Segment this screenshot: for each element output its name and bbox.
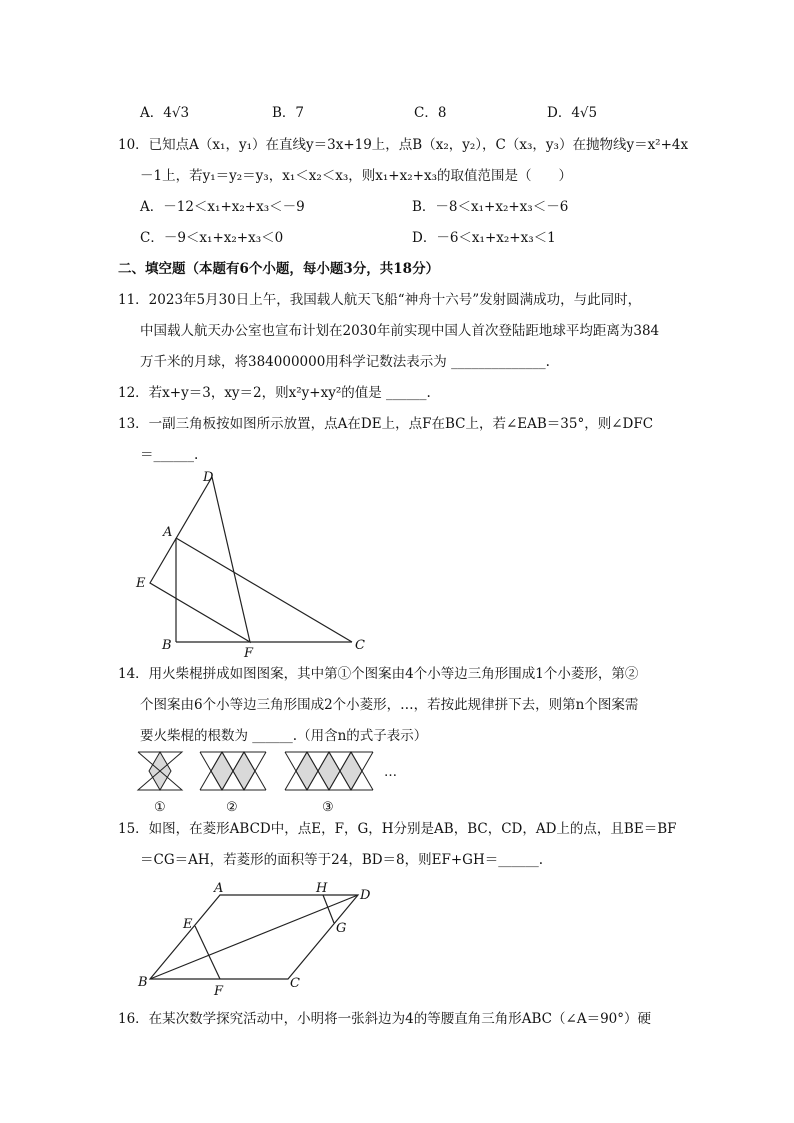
pattern-3-rhombus (340, 752, 362, 790)
label-point-b: B (138, 975, 148, 990)
pattern-1-label: ① (154, 800, 166, 815)
q10-line-2: －1上，若y₁＝y₂＝y₃，x₁＜x₂＜x₃，则x₁+x₂+x₃的取值范围是（ ） (140, 168, 572, 184)
label-point-f: F (214, 984, 224, 999)
label-point-d: D (203, 470, 214, 485)
q15-line-2: ＝CG＝AH，若菱形的面积等于24，BD＝8，则EF+GH＝______. (140, 852, 544, 868)
pattern-3-rhombus (318, 752, 340, 790)
label-point-c: C (290, 976, 300, 991)
label-point-d: D (360, 888, 371, 903)
diagonal-bd (150, 895, 358, 979)
label-point-f: F (244, 646, 254, 660)
label-point-a: A (163, 525, 173, 540)
label-point-g: G (336, 921, 347, 936)
pattern-3-label: ③ (322, 800, 334, 815)
q12-line-1: 12．若x+y＝3，xy＝2，则x²y+xy²的值是 ______. (118, 385, 431, 401)
q14-line-1: 14．用火柴棍拼成如图图案，其中第①个图案由4个小等边三角形围成1个小菱形，第② (118, 666, 639, 682)
pattern-2-rhombus (233, 752, 255, 790)
q9-option-c: C．8 (414, 105, 447, 121)
q13-triangle-figure (130, 465, 370, 660)
label-point-c: C (355, 638, 365, 653)
triangle-dfe-sides (150, 477, 250, 642)
q14-matchstick-patterns (132, 748, 412, 818)
q10-option-d: D．－6＜x₁+x₂+x₃＜1 (412, 230, 556, 246)
q11-line-3: 万千米的月球，将384000000用科学记数法表示为 ______________. (140, 354, 550, 370)
q9-option-b: B．7 (272, 105, 305, 121)
q10-option-c: C．－9＜x₁+x₂+x₃＜0 (140, 230, 284, 246)
q11-line-2: 中国载人航天办公室也宣布计划在2030年前实现中国人首次登陆距地球平均距离为384 (140, 323, 660, 339)
q15-rhombus-figure (130, 875, 380, 1000)
q9-option-a: A．4√3 (140, 105, 190, 121)
label-point-a: A (214, 881, 224, 896)
q14-line-2: 个图案由6个小等边三角形围成2个小菱形，…，若按此规律拼下去，则第n个图案需 (140, 697, 639, 713)
pattern-2-rhombus (211, 752, 233, 790)
q13-line-2: ＝______. (140, 447, 199, 463)
label-point-e: E (136, 576, 146, 591)
q14-line-3: 要火柴棍的根数为 ______.（用含n的式子表示） (140, 728, 428, 744)
q16-line-1: 16．在某次数学探究活动中，小明将一张斜边为4的等腰直角三角形ABC（∠A＝90°）硬 (118, 1011, 652, 1027)
segment-ac (176, 538, 352, 642)
q10-line-1: 10．已知点A（x₁，y₁）在直线y＝3x+19上，点B（x₂，y₂），C（x₃，y₃）在抛物线y＝x²+4x (118, 137, 689, 153)
section-2-heading: 二、填空题（本题有6个小题，每小题3分，共18分） (118, 261, 440, 277)
label-point-b: B (162, 638, 172, 653)
q10-option-b: B．－8＜x₁+x₂+x₃＜－6 (412, 199, 569, 215)
pattern-ellipsis: … (384, 765, 397, 780)
label-point-h: H (316, 881, 328, 896)
label-point-e: E (183, 917, 193, 932)
q9-option-d: D．4√5 (547, 105, 598, 121)
q15-line-1: 15．如图，在菱形ABCD中，点E，F，G，H分别是AB，BC，CD，AD上的点，且BE＝BF (118, 821, 677, 837)
pattern-2-label: ② (226, 800, 238, 815)
q10-option-a: A．－12＜x₁+x₂+x₃＜－9 (140, 199, 305, 215)
q13-line-1: 13．一副三角板按如图所示放置，点A在DE上，点F在BC上，若∠EAB＝35°，则∠DFC (118, 416, 654, 432)
pattern-3-rhombus (296, 752, 318, 790)
q11-line-1: 11．2023年5月30日上午，我国载人航天飞船“神舟十六号”发射圆满成功，与此同时， (118, 292, 642, 308)
